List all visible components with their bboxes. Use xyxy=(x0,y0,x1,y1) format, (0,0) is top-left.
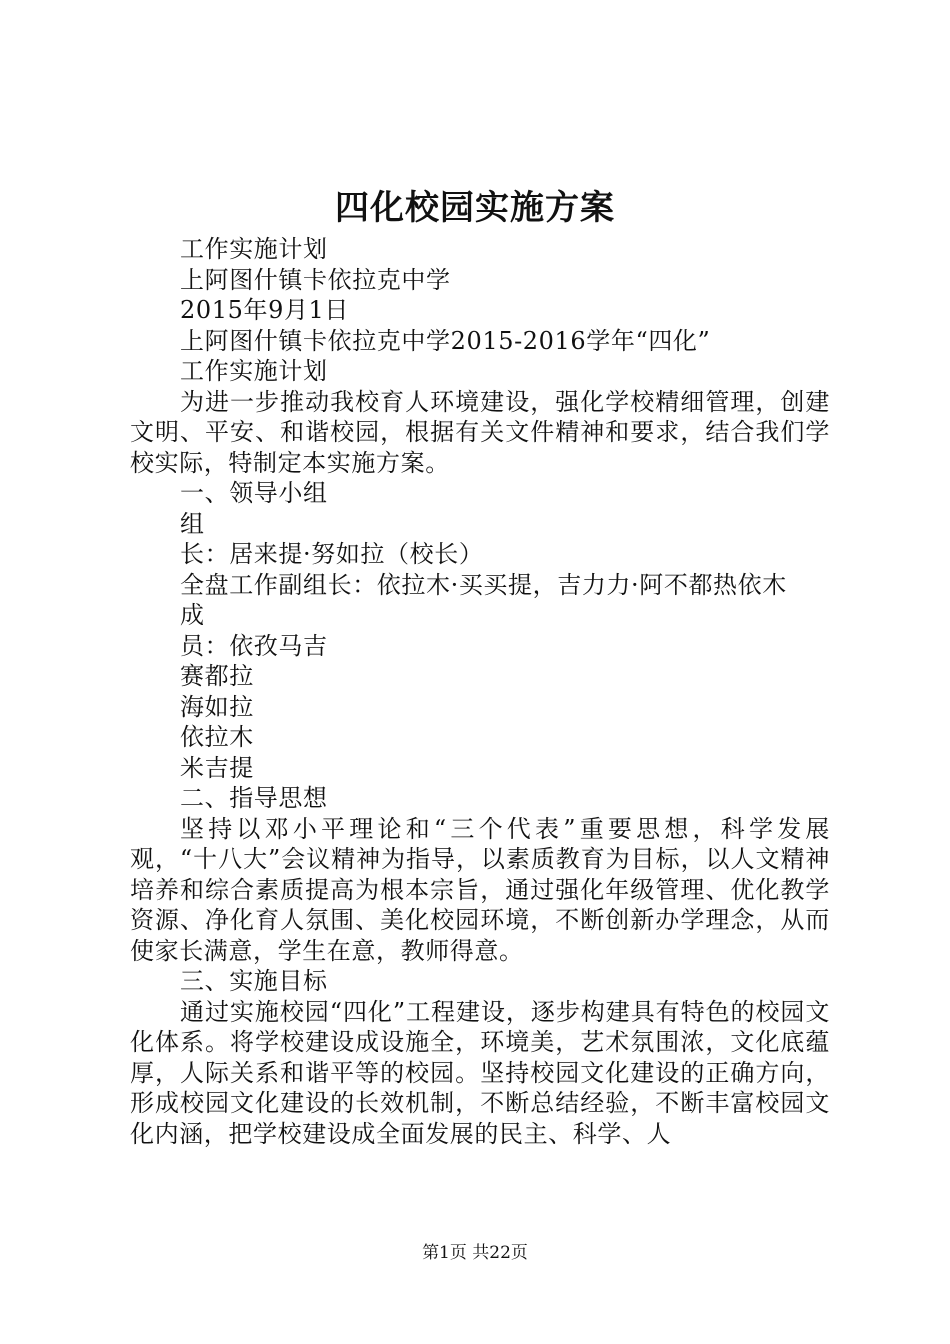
member-name: 海如拉 xyxy=(180,692,254,721)
document-title: 四化校园实施方案 xyxy=(335,188,615,228)
text-line: 工作实施计划 xyxy=(180,235,328,263)
leader-line-part2: 长：居来提·努如拉（校长） xyxy=(180,540,484,568)
goals-paragraph: 通过实施校园“四化”工程建设，逐步构建具有特色的校园文化体系。将学校建设成设施全，环境美，艺术氛围浓，文化底蕴厚，人际关系和谐平等的校园。坚持校园文化建设的正确方向，形成校园文化建设的长效机制，不断总结经验，不断丰富校园文化内涵，把学校建设成全面发展的民主、科学、人 xyxy=(130,997,830,1148)
member-name: 赛都拉 xyxy=(180,662,254,690)
member-name: 依拉木 xyxy=(180,723,254,751)
member-name: 米吉提 xyxy=(180,753,254,782)
text-line: 上阿图什镇卡依拉克中学 xyxy=(180,265,451,294)
section-heading: 二、指导思想 xyxy=(180,784,328,812)
text-line: 工作实施计划 xyxy=(180,357,328,385)
guiding-ideology-paragraph: 坚持以邓小平理论和“三个代表”重要思想，科学发展观，“十八大”会议精神为指导，以素质教育为目标，以人文精神培养和综合素质提高为根本宗旨，通过强化年级管理、优化教学资源、净化育人氛围、美化校园环境，不断创新办学理念，从而使家长满意，学生在意，教师得意。 xyxy=(130,814,830,965)
intro-paragraph: 为进一步推动我校育人环境建设，强化学校精细管理，创建文明、平安、和谐校园，根据有关文件精神和要求，结合我们学校实际，特制定本实施方案。 xyxy=(130,387,830,477)
section-heading: 三、实施目标 xyxy=(180,967,328,995)
leader-line-part1: 组 xyxy=(180,509,205,538)
members-line-part2: 员：依孜马吉 xyxy=(180,631,328,660)
page-footer: 第1页 共22页 xyxy=(422,1243,528,1263)
document-body xyxy=(130,234,830,1149)
deputy-leader-line: 全盘工作副组长：依拉木·买买提，吉力力·阿不都热依木 xyxy=(180,570,787,599)
members-line-part1: 成 xyxy=(180,601,205,629)
section-heading: 一、领导小组 xyxy=(180,479,328,507)
date-line: 2015年9月1日 xyxy=(180,296,350,324)
text-line: 上阿图什镇卡依拉克中学2015-2016学年“四化” xyxy=(180,326,711,355)
